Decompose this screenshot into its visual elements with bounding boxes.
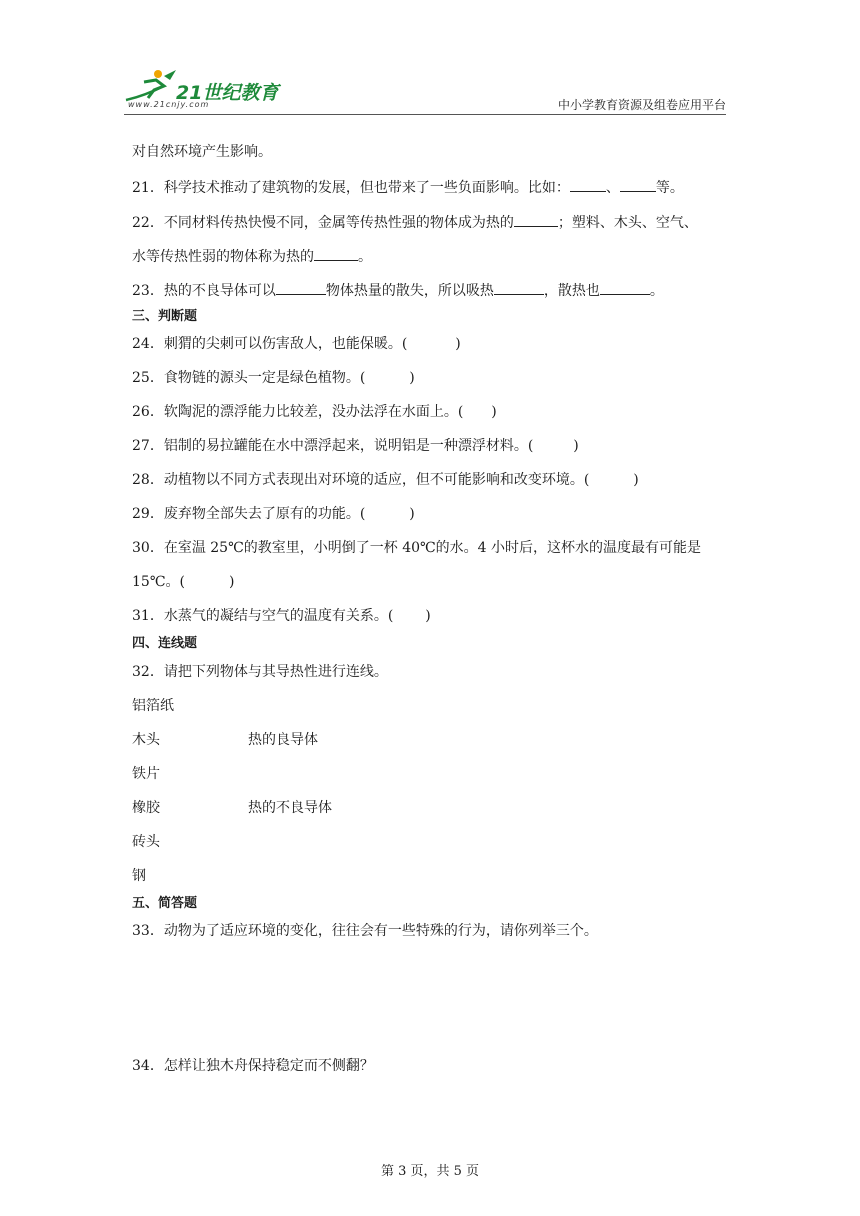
question-text: 28．动植物以不同方式表现出对环境的适应，但不可能影响和改变环境。( bbox=[132, 472, 590, 488]
logo-text: 21世纪教育 bbox=[176, 82, 279, 104]
question-text: 31．水蒸气的凝结与空气的温度有关系。( bbox=[132, 608, 394, 624]
platform-name: 中小学教育资源及组卷应用平台 bbox=[557, 98, 726, 112]
question-34: 34．怎样让独木舟保持稳定而不侧翻？ bbox=[132, 1058, 374, 1074]
question-22-line-2 bbox=[132, 246, 372, 266]
question-text: 29．废弃物全部失去了原有的功能。( bbox=[132, 506, 366, 522]
section-heading-judgment: 三、判断题 bbox=[132, 309, 198, 324]
question-29 bbox=[132, 505, 415, 523]
question-23 bbox=[132, 280, 664, 300]
header-divider bbox=[124, 114, 726, 115]
match-left-item[interactable]: 木头 bbox=[132, 732, 160, 748]
answer-blank[interactable] bbox=[514, 212, 558, 227]
answer-blank[interactable] bbox=[620, 177, 656, 192]
answer-blank[interactable] bbox=[600, 280, 650, 295]
match-left-item[interactable]: 砖头 bbox=[132, 834, 160, 850]
match-right-item[interactable]: 热的不良导体 bbox=[248, 800, 332, 816]
match-left-item[interactable]: 橡胶 bbox=[132, 800, 160, 816]
question-text: 26．软陶泥的漂浮能力比较差，没办法浮在水面上。( bbox=[132, 404, 464, 420]
paren-close: ) bbox=[573, 438, 579, 454]
question-22-line-1 bbox=[132, 212, 698, 232]
question-continuation: 对自然环境产生影响。 bbox=[132, 144, 272, 160]
answer-blank[interactable] bbox=[570, 177, 606, 192]
paren-close: ) bbox=[228, 574, 235, 590]
question-21-text-a: 21．科学技术推动了建筑物的发展，但也带来了一些负面影响。比如： bbox=[132, 180, 570, 196]
match-left-item[interactable]: 铁片 bbox=[132, 766, 160, 782]
question-28 bbox=[132, 471, 639, 489]
question-25 bbox=[132, 369, 415, 387]
section-heading-short-answer: 五、简答题 bbox=[132, 896, 198, 911]
match-left-item[interactable]: 铝箔纸 bbox=[132, 698, 174, 714]
question-27 bbox=[132, 437, 579, 455]
question-text: 25．食物链的源头一定是绿色植物。( bbox=[132, 370, 366, 386]
question-30-line-1: 30．在室温 25℃的教室里，小明倒了一杯 40℃的水。4 小时后，这杯水的温度最有可能是 bbox=[132, 540, 702, 556]
paren-close: ) bbox=[409, 506, 415, 522]
question-24 bbox=[132, 335, 461, 353]
question-23-text-b: 物体热量的散失，所以吸热 bbox=[325, 283, 494, 299]
question-23-text-c: ，散热也 bbox=[543, 283, 600, 299]
question-33: 33．动物为了适应环境的变化，往往会有一些特殊的行为，请你列举三个。 bbox=[132, 923, 598, 939]
question-22-text-b: ；塑料、木头、空气、 bbox=[557, 215, 698, 231]
match-right-item[interactable]: 热的良导体 bbox=[248, 732, 318, 748]
question-23-text-a: 23．热的不良导体可以 bbox=[132, 283, 276, 299]
paren-close: ) bbox=[455, 336, 461, 352]
question-26 bbox=[132, 403, 497, 421]
question-text: 15℃。( bbox=[132, 574, 185, 590]
question-21 bbox=[132, 177, 684, 197]
question-31 bbox=[132, 607, 431, 625]
question-21-text-b: 、 bbox=[605, 180, 620, 196]
answer-blank[interactable] bbox=[494, 280, 544, 295]
logo-url: www.21cnjy.com bbox=[128, 100, 210, 109]
question-text: 24．刺猬的尖刺可以伤害敌人，也能保暖。( bbox=[132, 336, 408, 352]
paren-close: ) bbox=[633, 472, 639, 488]
question-text: 27．铝制的易拉罐能在水中漂浮起来，说明铝是一种漂浮材料。( bbox=[132, 438, 534, 454]
answer-blank[interactable] bbox=[314, 246, 358, 261]
paren-close: ) bbox=[491, 404, 497, 420]
logo bbox=[124, 66, 294, 112]
answer-blank[interactable] bbox=[276, 280, 326, 295]
question-22-text-d: 。 bbox=[358, 249, 372, 265]
question-21-text-c: 等。 bbox=[655, 180, 684, 196]
question-22-text-c: 水等传热性弱的物体称为热的 bbox=[132, 249, 314, 265]
paren-close: ) bbox=[425, 608, 431, 624]
match-left-item[interactable]: 钢 bbox=[132, 868, 146, 884]
question-30-line-2 bbox=[132, 573, 234, 591]
question-32: 32．请把下列物体与其导热性进行连线。 bbox=[132, 664, 388, 680]
question-22-text-a: 22．不同材料传热快慢不同，金属等传热性强的物体成为热的 bbox=[132, 215, 514, 231]
page-footer: 第 3 页，共 5 页 bbox=[380, 1164, 480, 1179]
question-23-text-d: 。 bbox=[649, 283, 664, 299]
paren-close: ) bbox=[409, 370, 415, 386]
page-header bbox=[124, 66, 726, 116]
section-heading-matching: 四、连线题 bbox=[132, 636, 198, 651]
